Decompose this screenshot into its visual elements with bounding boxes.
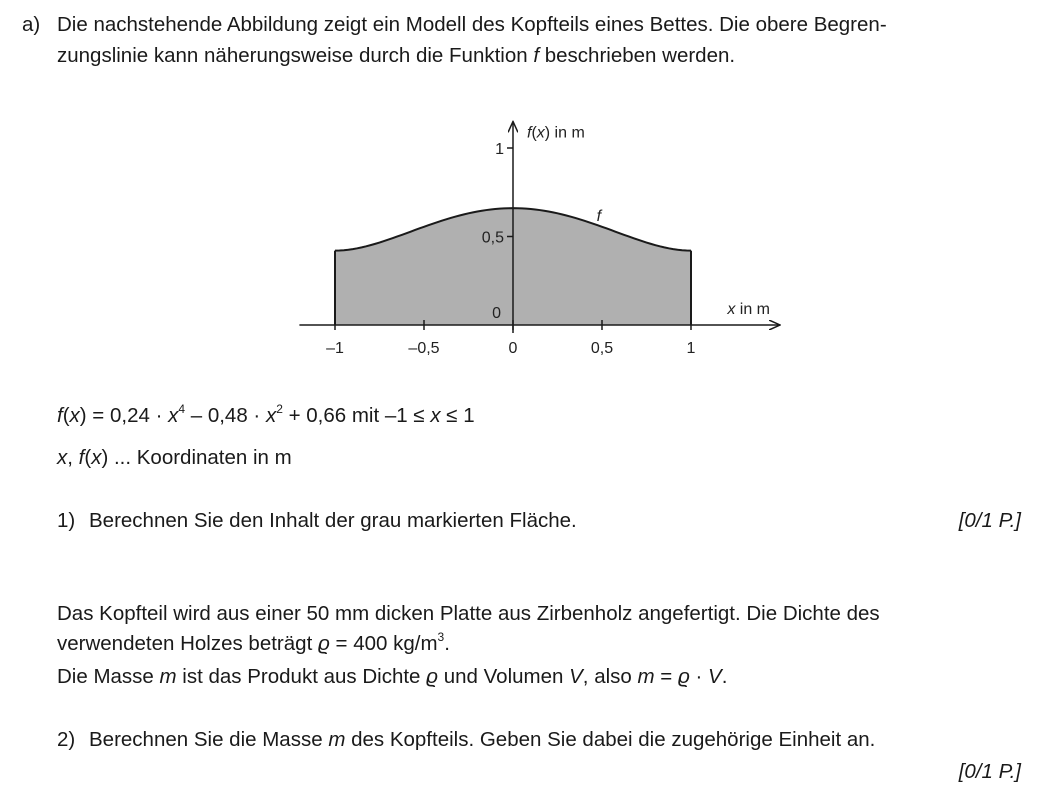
x-tick-label: 0,5 bbox=[590, 340, 614, 357]
question-2-text: Berechnen Sie die Masse m des Kopfteils. Geben Sie dabei die zugehörige Einheit an. bbox=[89, 728, 876, 751]
paragraph-line-3: Die Masse m ist das Produkt aus Dichte ϱ und Volumen V, also m = ϱ · V. bbox=[57, 665, 728, 688]
curve-label: f bbox=[596, 207, 602, 225]
question-1-points: [0/1 P.] bbox=[958, 509, 1021, 532]
question-1-number: 1) bbox=[57, 509, 76, 532]
origin-label: 0 bbox=[492, 305, 501, 322]
x-tick-label: –0,5 bbox=[408, 340, 440, 357]
question-1-text: Berechnen Sie den Inhalt der grau markierten Fläche. bbox=[89, 509, 577, 532]
paragraph-line-2: verwendeten Holzes beträgt ϱ = 400 $kg/m^3$. bbox=[57, 630, 450, 655]
x-tick-label: 1 bbox=[686, 340, 696, 357]
question-2-number: 2) bbox=[57, 728, 76, 751]
question-2-points: [0/1 P.] bbox=[958, 760, 1021, 783]
intro-line-2: zungslinie kann näherungsweise durch die Funktion f beschrieben werden. bbox=[57, 44, 736, 67]
coordinates-note: x, f(x) ... Koordinaten in m bbox=[57, 446, 292, 469]
task-label: a) bbox=[22, 13, 41, 36]
paragraph-line-1: Das Kopfteil wird aus einer 50 mm dicken Platte aus Zirbenholz angefertigt. Die Dichte des bbox=[57, 602, 880, 625]
y-tick-label: 0,5 bbox=[481, 229, 504, 247]
function-formula: $f(x) = 0,24 \cdot x^4 - 0,48 \cdot x^2 + 0,66$ mit –1 ≤ x ≤ 1 bbox=[57, 402, 475, 427]
y-axis-label: f(x) in m bbox=[527, 124, 585, 142]
x-tick-label: –1 bbox=[326, 340, 344, 357]
y-tick-label: 1 bbox=[495, 141, 504, 158]
x-tick-label: 0 bbox=[508, 340, 518, 357]
x-axis-label: x in m bbox=[727, 301, 770, 318]
intro-line-1: Die nachstehende Abbildung zeigt ein Modell des Kopfteils eines Bettes. Die obere Begren- bbox=[57, 13, 887, 36]
